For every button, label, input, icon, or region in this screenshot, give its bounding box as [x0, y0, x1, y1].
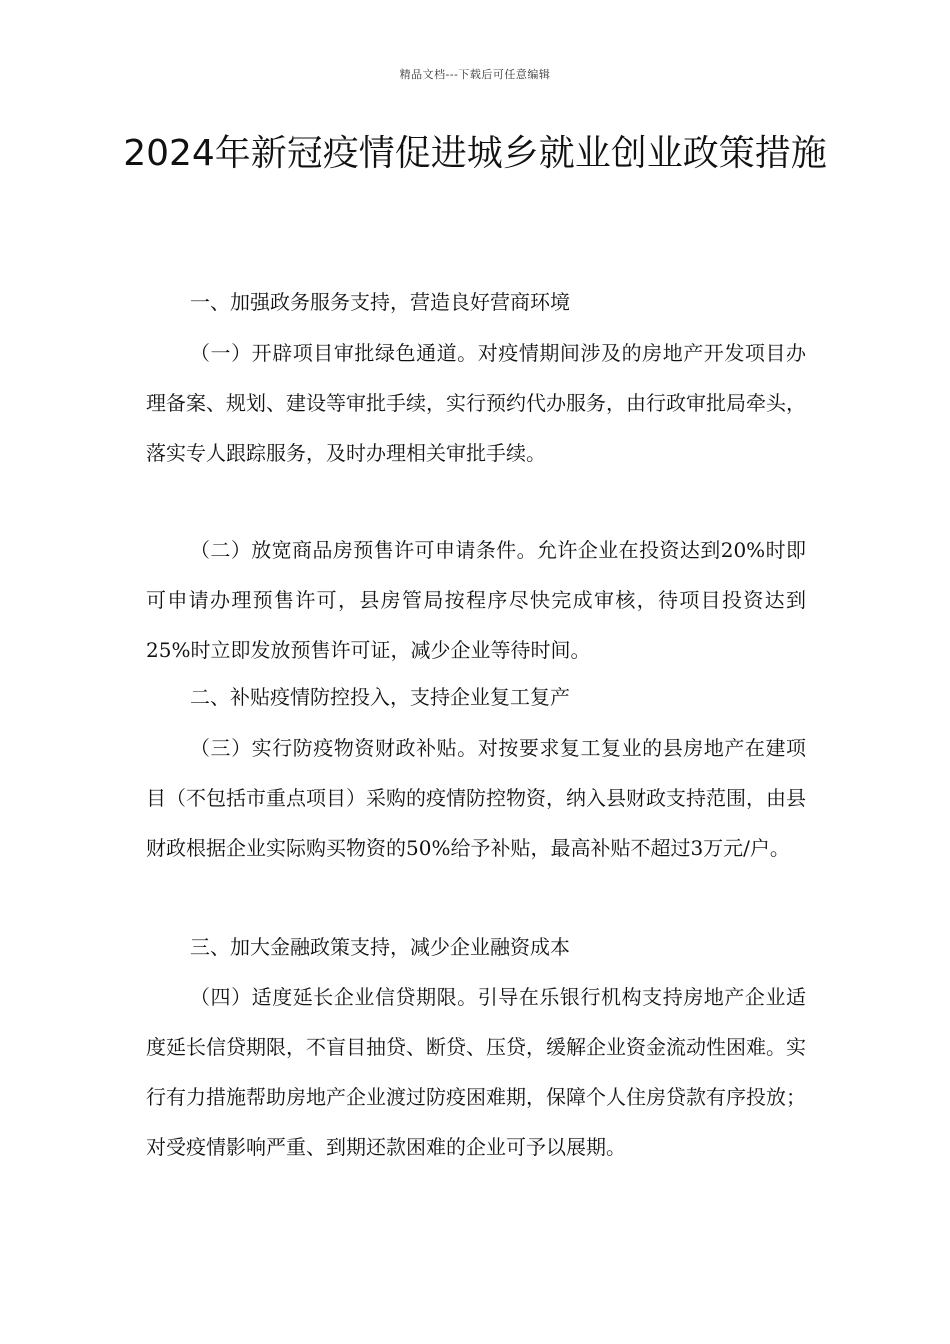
document-title: 2024年新冠疫情促进城乡就业创业政策措施	[123, 133, 827, 174]
paragraph-item-3: （三）实行防疫物资财政补贴。对按要求复工复业的县房地产在建项目（不包括市重点项目）采购的疫情防控物资，纳入县财政支持范围，由县财政根据企业实际购买物资的50%给予补贴，最高补贴不超过3万元/户。	[146, 736, 806, 860]
paragraph-item-1: （一）开辟项目审批绿色通道。对疫情期间涉及的房地产开发项目办理备案、规划、建设等审批手续，实行预约代办服务，由行政审批局牵头，落实专人跟踪服务，及时办理相关审批手续。	[146, 341, 806, 465]
paragraph-item-4: （四）适度延长企业信贷期限。引导在乐银行机构支持房地产企业适度延长信贷期限，不盲目抽贷、断贷、压贷，缓解企业资金流动性困难。实行有力措施帮助房地产企业渡过防疫困难期，保障个人住房贷款有序投放；对受疫情影响严重、到期还款困难的企业可予以展期。	[146, 985, 806, 1159]
section-heading-2: 二、补贴疫情防控投入，支持企业复工复产	[190, 685, 570, 709]
paragraph-item-2: （二）放宽商品房预售许可申请条件。允许企业在投资达到20%时即可申请办理预售许可，县房管局按程序尽快完成审核，待项目投资达到25%时立即发放预售许可证，减少企业等待时间。	[146, 538, 806, 662]
header-note: 精品文档---下载后可任意编辑	[399, 68, 551, 81]
section-heading-3: 三、加大金融政策支持，减少企业融资成本	[190, 935, 570, 959]
section-heading-1: 一、加强政务服务支持，营造良好营商环境	[190, 290, 570, 314]
